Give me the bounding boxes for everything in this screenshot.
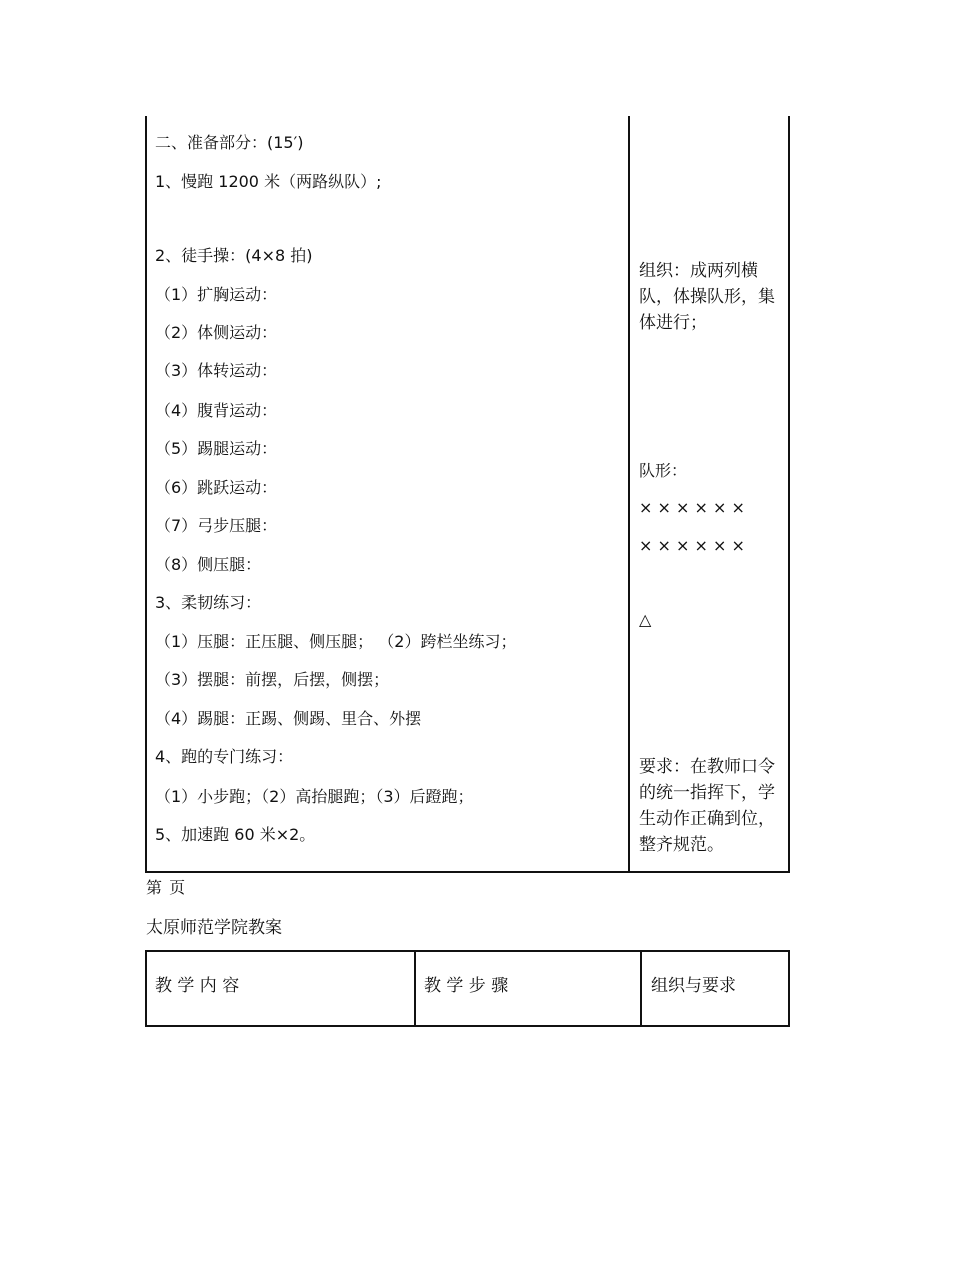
header-cell-content: 教 学 内 容 (155, 976, 240, 996)
prep-section-title: 二、准备部分：(15′) (155, 133, 304, 152)
prep-subitem: （6）跳跃运动： (155, 478, 278, 497)
table-border-left (145, 116, 147, 873)
school-title: 太原师范学院教案 (146, 918, 282, 938)
teacher-position-mark: △ (639, 610, 652, 629)
prep-item-acceleration-run: 5、加速跑 60 米×2。 (155, 825, 316, 844)
table-border-bottom (145, 871, 790, 873)
page-number-label: 第 页 (146, 878, 187, 897)
prep-item-running-drills: 4、跑的专门练习： (155, 747, 294, 766)
prep-item-flexibility: 3、柔韧练习： (155, 593, 262, 612)
lesson-plan-table-header (145, 950, 790, 1027)
prep-subitem: （1）压腿：正压腿、侧压腿； （2）跨栏坐练习； (155, 632, 517, 651)
prep-subitem: （4）腹背运动： (155, 401, 278, 420)
prep-item-freehand-exercise: 2、徒手操：(4×8 拍) (155, 246, 313, 265)
table-border-middle (628, 116, 630, 873)
prep-subitem: （1）扩胸运动： (155, 285, 278, 304)
prep-subitem: （5）踢腿运动： (155, 439, 278, 458)
formation-label: 队形： (639, 461, 688, 480)
lesson-plan-table-continued (145, 116, 790, 873)
formation-row: × × × × × × (639, 536, 745, 555)
prep-item-jogging: 1、慢跑 1200 米（两路纵队）; (155, 172, 382, 191)
table-divider (640, 952, 642, 1025)
prep-subitem: （3）体转运动： (155, 361, 278, 380)
prep-subitem: （3）摆腿：前摆，后摆，侧摆； (155, 670, 390, 689)
formation-row: × × × × × × (639, 498, 745, 517)
prep-subitem: （4）踢腿：正踢、侧踢、里合、外摆 (155, 709, 422, 728)
table-divider (414, 952, 416, 1025)
prep-subitem: （8）侧压腿： (155, 555, 262, 574)
header-cell-steps: 教 学 步 骤 (424, 976, 509, 996)
organization-text: 组织：成两列横队，体操队形，集体进行； (639, 261, 775, 333)
requirement-text: 要求：在教师口令的统一指挥下，学生动作正确到位，整齐规范。 (639, 757, 775, 855)
prep-subitem: （7）弓步压腿： (155, 516, 278, 535)
header-cell-organization: 组织与要求 (651, 976, 736, 996)
prep-subitem: （2）体侧运动： (155, 323, 278, 342)
prep-subitem: （1）小步跑；（2）高抬腿跑；（3）后蹬跑； (155, 787, 474, 806)
